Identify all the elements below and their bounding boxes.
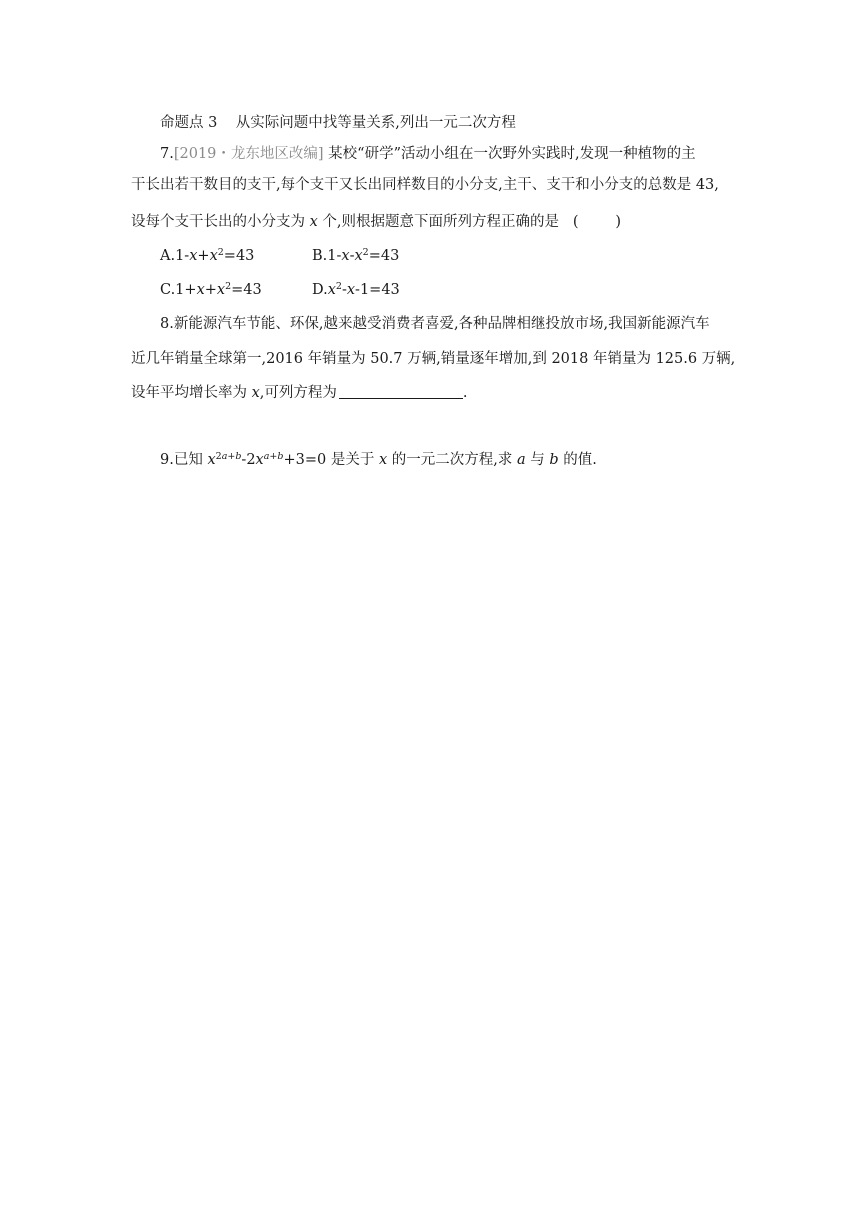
question-8-line-3 bbox=[131, 383, 468, 403]
question-7-text-3b: 个,则根据题意下面所列方程正确的是 bbox=[322, 214, 560, 230]
question-8-text-1: 新能源汽车节能、环保,越来越受消费者喜爱,各种品牌相继投放市场,我国新能源汽车 bbox=[173, 316, 710, 332]
option-c[interactable]: $C.1+x+x^2=43$ bbox=[160, 280, 262, 298]
option-b[interactable]: $B.1-x-x^2=43$ bbox=[312, 246, 400, 264]
option-d[interactable]: $D.x^2-x-1=43$ bbox=[312, 280, 400, 298]
question-9-number: 9. bbox=[160, 452, 174, 468]
answer-bracket: ( ) bbox=[572, 214, 622, 230]
answer-blank[interactable] bbox=[339, 384, 463, 399]
section-heading bbox=[160, 113, 516, 133]
question-7-line-2: 干长出若干数目的支干,每个支干又长出同样数目的小分支,主干、支干和小分支的总数是 43, bbox=[131, 177, 719, 193]
question-8-text-3a: 设年平均增长率为 bbox=[131, 385, 247, 401]
question-8-number: 8. bbox=[160, 316, 174, 332]
option-a[interactable]: $A.1-x+x^2=43$ bbox=[160, 246, 255, 264]
question-8-period: . bbox=[462, 385, 468, 401]
section-label: 命题点 bbox=[160, 115, 204, 131]
question-7-line-3 bbox=[131, 212, 621, 232]
question-8-line-2: 近几年销量全球第一,2016 年销量为 50.7 万辆,销量逐年增加,到 2018 年销量为 125.6 万辆, bbox=[131, 351, 736, 367]
question-7-text-3a: 设每个支干长出的小分支为 bbox=[131, 214, 305, 230]
question-7-number: 7. bbox=[160, 146, 174, 162]
question-7-source: [2019・龙东地区改编] bbox=[173, 146, 324, 162]
section-number: 3 bbox=[208, 115, 218, 131]
question-9: 9.已知 $x^{2a+b}-2x^{a+b}+3=0$ 是关于 x 的一元二次方程,求 a 与 b 的值. bbox=[160, 450, 597, 468]
section-title: 从实际问题中找等量关系,列出一元二次方程 bbox=[235, 115, 516, 131]
question-7-text-1: 某校“研学”活动小组在一次野外实践时,发现一种植物的主 bbox=[328, 146, 696, 162]
variable-x: x bbox=[309, 214, 318, 230]
variable-x: x bbox=[251, 385, 260, 401]
question-8-text-3b: ,可列方程为 bbox=[259, 385, 337, 401]
question-7-line-1 bbox=[160, 144, 696, 164]
question-8-line-1 bbox=[160, 314, 710, 334]
